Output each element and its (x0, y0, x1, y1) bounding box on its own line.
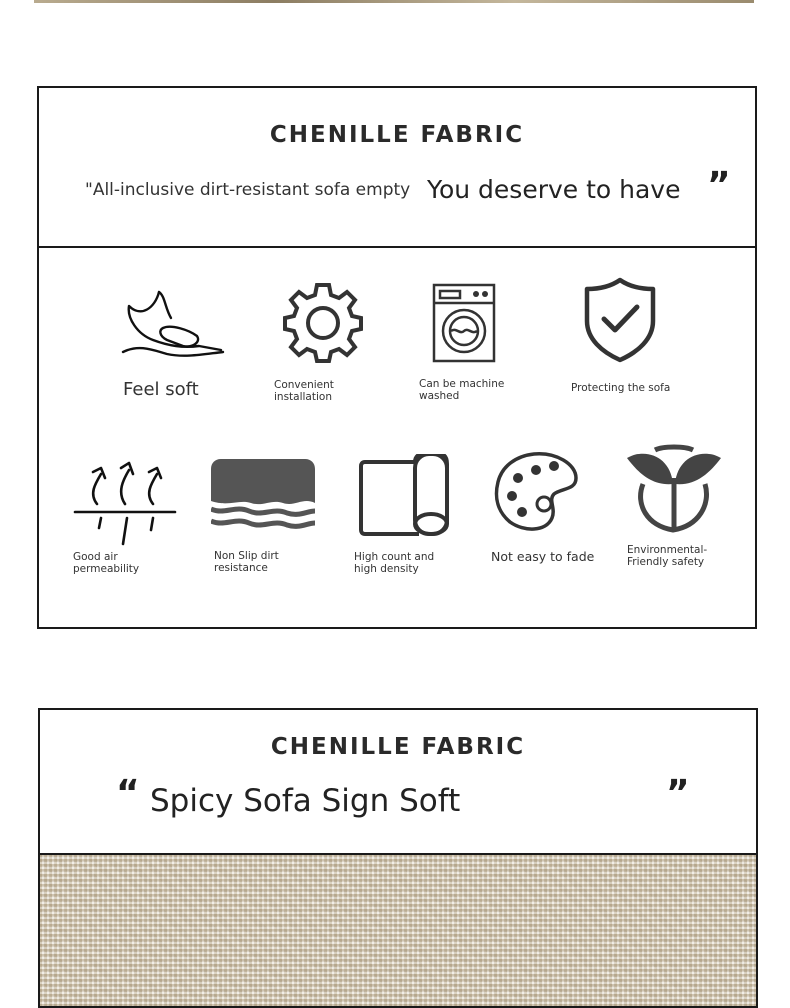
washing-machine-icon (432, 283, 496, 363)
airflow-arrows-icon (73, 460, 177, 548)
sprout-circle-icon (625, 444, 723, 536)
features-header (39, 88, 755, 248)
feature-label: High count and high density (354, 551, 435, 575)
close-quote: ” (707, 165, 731, 206)
feature-label: Convenient installation (274, 379, 334, 403)
subtitle-big: You deserve to have (427, 175, 681, 204)
feature-label: Not easy to fade (491, 549, 595, 564)
palette-icon (494, 450, 578, 534)
fabric-roll-icon (359, 454, 451, 538)
hand-touch-icon (119, 288, 229, 360)
section-title: CHENILLE FABRIC (270, 734, 526, 760)
shield-check-icon (584, 277, 656, 363)
open-quote: “ (116, 773, 140, 814)
feature-label: Feel soft (123, 379, 199, 400)
waves-block-icon (211, 457, 315, 531)
features-panel (37, 86, 757, 629)
feature-label: Can be machine washed (419, 378, 505, 402)
fabric-panel (38, 708, 758, 1008)
top-image-strip (34, 0, 754, 3)
fabric-texture-image (40, 855, 756, 1006)
subtitle-small: "All-inclusive dirt-resistant sofa empty (85, 180, 411, 200)
feature-label: Environmental-Friendly safety (627, 544, 708, 568)
section-title: CHENILLE FABRIC (269, 122, 525, 148)
close-quote: ” (666, 773, 690, 814)
feature-label: Protecting the sofa (571, 382, 671, 394)
fabric-header (40, 710, 756, 855)
feature-label: Non Slip dirt resistance (214, 550, 279, 574)
feature-label: Good air permeability (73, 551, 140, 575)
subtitle: Spicy Sofa Sign Soft (150, 783, 461, 819)
gear-icon (281, 281, 365, 365)
